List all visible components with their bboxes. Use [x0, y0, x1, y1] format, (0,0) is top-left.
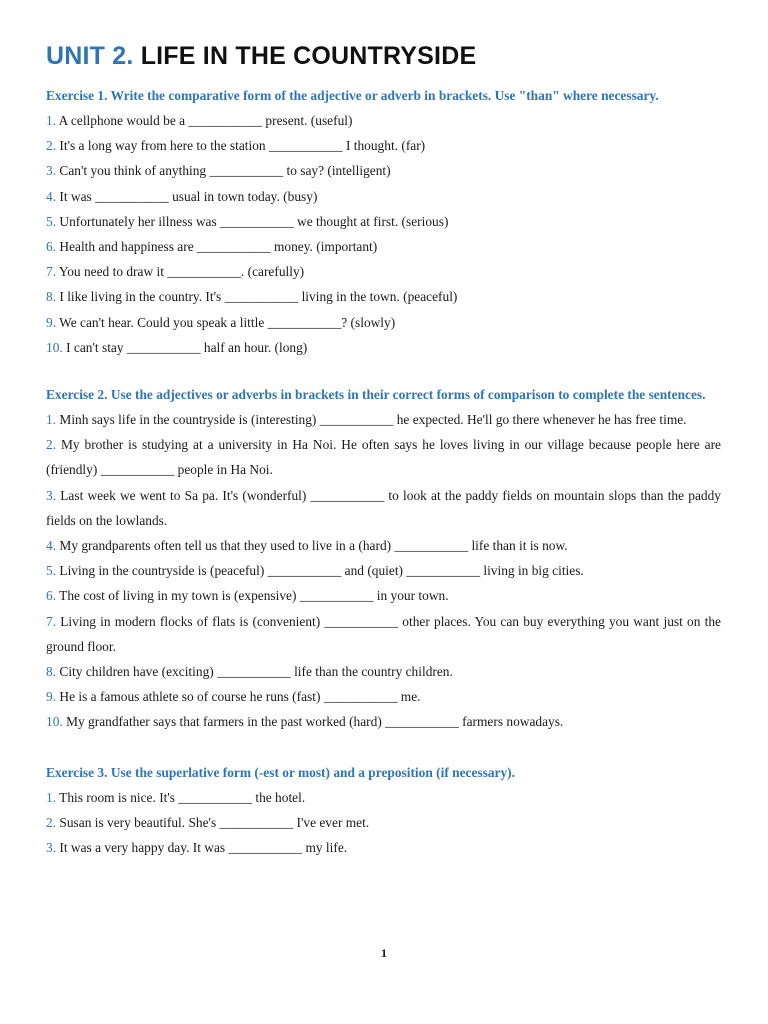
exercise-3-title: Exercise 3. Use the superlative form (-est or most) and a preposition (if necessary).: [46, 764, 515, 780]
exercise-2: [46, 382, 721, 735]
exercise-3-item: 3. It was a very happy day. It was ___________ my life.: [46, 840, 348, 856]
exercise-1-item: 2. It's a long way from here to the station ___________ I thought. (far): [46, 138, 426, 154]
unit-title: LIFE IN THE COUNTRYSIDE: [140, 42, 477, 70]
exercise-2-item: 3. Last week we went to Sa pa. It's (wonderful) ___________ to look at the paddy fields on mountain slops than the paddy fields on the lowlands.: [46, 487, 721, 528]
worksheet-page: [46, 42, 721, 860]
exercise-1-item: 9. We can't hear. Could you speak a little ___________? (slowly): [46, 314, 396, 330]
exercise-1-item: 5. Unfortunately her illness was ___________ we thought at first. (serious): [46, 213, 449, 229]
unit-label: UNIT 2.: [46, 42, 134, 70]
exercise-1-item: 1. A cellphone would be a ___________ present. (useful): [46, 113, 353, 128]
exercise-1-item: 4. It was ___________ usual in town today. (busy): [46, 188, 318, 204]
exercise-3: [46, 760, 721, 861]
exercise-2-item: 9. He is a famous athlete so of course he runs (fast) ___________ me.: [46, 689, 421, 705]
page-number: 1: [381, 946, 387, 960]
exercise-2-title: Exercise 2. Use the adjectives or adverbs in brackets in their correct forms of comparison to complete the sentences.: [46, 387, 706, 403]
exercise-1-item: 8. I like living in the country. It's ___________ living in the town. (peaceful): [46, 289, 458, 305]
exercise-2-item: 8. City children have (exciting) ___________ life than the country children.: [46, 664, 453, 680]
page-title: [46, 42, 721, 71]
exercise-3-item: 2. Susan is very beautiful. She's ___________ I've ever met.: [46, 814, 370, 830]
exercise-2-item: 2. My brother is studying at a university in Ha Noi. He often says he loves living in our village because people here are (friendly) ___________ people in Ha Noi.: [46, 437, 721, 478]
exercise-2-item: 5. Living in the countryside is (peaceful) ___________ and (quiet) ___________ living in big cities.: [46, 563, 584, 579]
exercise-1-item: 7. You need to draw it ___________. (carefully): [46, 264, 305, 280]
exercise-1-title: Exercise 1. Write the comparative form of the adjective or adverb in brackets. Use "than" where necessary.: [46, 88, 659, 103]
exercise-1-item: 6. Health and happiness are ___________ money. (important): [46, 239, 378, 255]
exercise-2-item: 1. Minh says life in the countryside is (interesting) ___________ he expected. He'll go there whenever he has free time.: [46, 412, 687, 428]
exercise-3-item: 1. This room is nice. It's ___________ the hotel.: [46, 789, 306, 805]
exercise-1-item: 10. I can't stay ___________ half an hour. (long): [46, 339, 308, 355]
exercise-2-item: 6. The cost of living in my town is (expensive) ___________ in your town.: [46, 588, 449, 604]
exercise-2-item: 10. My grandfather says that farmers in the past worked (hard) ___________ farmers nowadays.: [46, 714, 564, 730]
exercise-2-item: 7. Living in modern flocks of flats is (convenient) ___________ other places. You can buy everything you want just on the ground floor.: [46, 613, 721, 654]
exercise-1-item: 3. Can't you think of anything ___________ to say? (intelligent): [46, 163, 391, 179]
exercise-1: [46, 83, 721, 360]
exercise-2-item: 4. My grandparents often tell us that they used to live in a (hard) ___________ life than it is now.: [46, 538, 568, 554]
